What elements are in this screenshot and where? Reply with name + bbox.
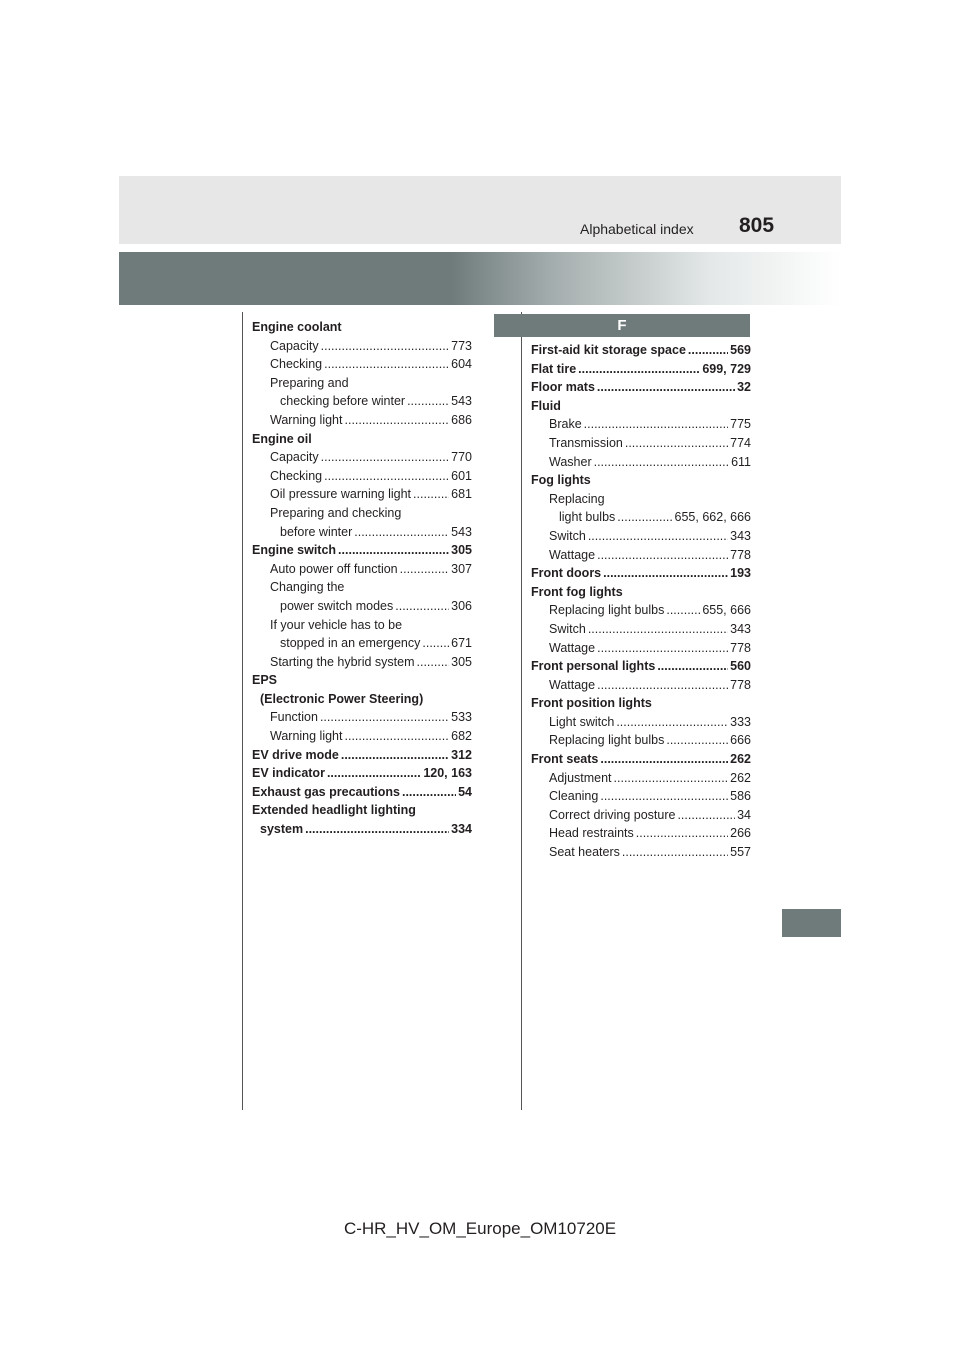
index-entry — [531, 415, 751, 434]
index-entry-term: EV indicator — [252, 766, 325, 781]
chapter-tab — [782, 909, 841, 937]
index-entry-page: 666 — [730, 733, 751, 748]
index-entry — [252, 634, 472, 653]
index-entry-term: Fluid — [531, 398, 561, 413]
dot-leader — [588, 527, 728, 546]
index-entry — [531, 583, 751, 602]
index-entry — [531, 471, 751, 490]
dot-leader — [413, 485, 449, 504]
index-entry-term: Checking — [270, 468, 323, 483]
index-entry-term: Checking — [270, 357, 323, 372]
index-entry-term: Wattage — [549, 640, 596, 655]
dot-leader — [617, 508, 672, 527]
index-entry — [531, 378, 751, 397]
index-entry-term: Switch — [549, 621, 586, 636]
index-entry-term: Function — [270, 710, 318, 725]
index-entry-page: 262 — [730, 752, 751, 767]
index-entry — [531, 453, 751, 472]
section-title: Alphabetical index — [580, 221, 694, 237]
index-entry-term: Transmission — [549, 435, 623, 450]
index-entry — [252, 746, 472, 765]
index-entry-term: If your vehicle has to be — [270, 617, 403, 632]
index-entry — [252, 560, 472, 579]
index-entry-page: 775 — [730, 417, 751, 432]
index-entry — [531, 620, 751, 639]
dot-leader — [597, 378, 735, 397]
index-entry-term: Washer — [549, 454, 592, 469]
dot-leader — [584, 415, 728, 434]
index-column-left — [252, 318, 472, 839]
dot-leader — [616, 713, 728, 732]
index-entry — [252, 653, 472, 672]
index-entry-term: Engine switch — [252, 543, 337, 558]
index-entry-term: Preparing and — [270, 375, 349, 390]
dot-leader — [622, 843, 728, 862]
index-entry-term: Front fog lights — [531, 584, 623, 599]
index-entry-term: Wattage — [549, 677, 596, 692]
index-entry-page: 334 — [451, 822, 472, 837]
index-entry-page: 543 — [451, 524, 472, 539]
index-entry-term: checking before winter — [280, 394, 406, 409]
index-entry-term: Wattage — [549, 547, 596, 562]
index-entry — [252, 337, 472, 356]
dot-leader — [402, 783, 456, 802]
index-entry — [531, 657, 751, 676]
dot-leader — [305, 820, 449, 839]
index-entry-page: 312 — [451, 747, 472, 762]
index-entry — [531, 564, 751, 583]
index-entry-term: Switch — [549, 528, 586, 543]
dot-leader — [324, 355, 449, 374]
index-entry-term: Correct driving posture — [549, 807, 676, 822]
index-entry-page: 305 — [451, 654, 472, 669]
index-entry — [531, 490, 751, 509]
index-entry-term: Head restraints — [549, 826, 634, 841]
column-divider-middle — [521, 312, 522, 1110]
index-entry — [531, 843, 751, 862]
index-entry-page: 32 — [737, 380, 751, 395]
index-entry-term: EPS — [252, 673, 278, 688]
dot-leader — [588, 620, 728, 639]
index-entry — [252, 374, 472, 393]
index-entry-page: 557 — [730, 845, 751, 860]
index-entry — [531, 787, 751, 806]
index-entry-term: Engine oil — [252, 431, 312, 446]
index-entry-term: Front doors — [531, 566, 602, 581]
index-entry-term: system — [260, 822, 304, 837]
index-entry — [252, 430, 472, 449]
index-entry-term: Light switch — [549, 714, 615, 729]
dot-leader — [345, 727, 450, 746]
index-entry-term: Seat heaters — [549, 845, 620, 860]
dot-leader — [614, 769, 729, 788]
index-entry-term: Warning light — [270, 729, 343, 744]
index-entry-page: 560 — [730, 659, 751, 674]
index-entry-term: Cleaning — [549, 789, 599, 804]
index-entry-page: 305 — [451, 543, 472, 558]
index-entry — [252, 783, 472, 802]
index-entry-page: 307 — [451, 561, 472, 576]
index-entry — [252, 541, 472, 560]
index-entry-term: (Electronic Power Steering) — [260, 691, 424, 706]
index-entry-page: 778 — [730, 677, 751, 692]
dot-leader — [341, 746, 449, 765]
index-entry-term: light bulbs — [559, 510, 616, 525]
index-entry — [252, 578, 472, 597]
index-entry-page: 266 — [730, 826, 751, 841]
index-entry-term: Exhaust gas precautions — [252, 784, 400, 799]
index-entry — [252, 708, 472, 727]
index-entry — [252, 671, 472, 690]
index-entry-term: Front seats — [531, 752, 599, 767]
index-entry — [252, 411, 472, 430]
dot-leader — [597, 546, 728, 565]
index-entry-page: 343 — [730, 621, 751, 636]
index-entry — [531, 601, 751, 620]
index-entry-page: 682 — [451, 729, 472, 744]
dot-leader — [578, 360, 700, 379]
index-entry-page: 601 — [451, 468, 472, 483]
dot-leader — [597, 639, 728, 658]
index-entry-term: power switch modes — [280, 598, 394, 613]
dot-leader — [600, 787, 728, 806]
index-entry — [531, 527, 751, 546]
index-entry — [531, 341, 751, 360]
index-entry-page: 569 — [730, 343, 751, 357]
index-entry — [252, 523, 472, 542]
dot-leader — [636, 824, 728, 843]
index-entry-page: 533 — [451, 710, 472, 725]
index-entry — [531, 806, 751, 825]
index-entry — [531, 824, 751, 843]
index-entry-term: Auto power off function — [270, 561, 398, 576]
dot-leader — [324, 467, 449, 486]
dot-leader — [417, 653, 450, 672]
index-column-right — [531, 341, 751, 862]
index-entry-term: Replacing light bulbs — [549, 733, 665, 748]
index-entry-page: 543 — [451, 394, 472, 409]
index-entry-term: Capacity — [270, 338, 319, 353]
index-entry — [531, 508, 751, 527]
dot-leader — [603, 564, 728, 583]
index-entry-term: Changing the — [270, 580, 345, 595]
index-entry — [531, 360, 751, 379]
dot-leader — [688, 341, 728, 360]
index-entry — [252, 616, 472, 635]
dot-leader — [666, 601, 700, 620]
index-entry-page: 770 — [451, 450, 472, 465]
index-entry-term: Front personal lights — [531, 659, 656, 674]
index-entry-page: 193 — [730, 566, 751, 581]
index-entry-page: 655, 662, 666 — [674, 510, 751, 525]
index-entry — [252, 597, 472, 616]
index-entry-page: 333 — [730, 714, 751, 729]
index-entry-term: Adjustment — [549, 770, 612, 785]
index-entry-page: 655, 666 — [702, 603, 751, 618]
index-entry-page: 262 — [730, 770, 751, 785]
page-number: 805 — [739, 214, 775, 237]
index-entry-page: 778 — [730, 640, 751, 655]
document-code: C-HR_HV_OM_Europe_OM10720E — [343, 1219, 617, 1238]
index-entry-page: 586 — [730, 789, 751, 804]
index-entry — [531, 769, 751, 788]
dot-leader — [321, 337, 450, 356]
index-entry-term: before winter — [280, 524, 353, 539]
dot-leader — [625, 434, 728, 453]
index-entry-page: 604 — [451, 357, 472, 372]
index-entry-page: 774 — [730, 435, 751, 450]
dot-leader — [395, 597, 449, 616]
dot-leader — [597, 676, 728, 695]
index-entry — [252, 764, 472, 783]
dot-leader — [400, 560, 450, 579]
index-entry — [252, 318, 472, 337]
dot-leader — [594, 453, 729, 472]
dot-leader — [338, 541, 449, 560]
dot-leader — [657, 657, 728, 676]
index-entry-term: Replacing light bulbs — [549, 603, 665, 618]
index-entry-term: Warning light — [270, 412, 343, 427]
index-entry — [252, 504, 472, 523]
dot-leader — [354, 523, 449, 542]
index-entry — [252, 690, 472, 709]
index-entry-page: 54 — [458, 784, 472, 799]
index-entry-term: Fog lights — [531, 473, 591, 488]
letter-section-header: F — [494, 314, 750, 337]
index-entry-page: 343 — [730, 528, 751, 543]
index-entry-term: First-aid kit storage space — [531, 343, 686, 357]
index-entry-term: EV drive mode — [252, 747, 339, 762]
index-entry-term: Brake — [549, 417, 582, 432]
index-entry — [252, 801, 472, 820]
dot-leader — [407, 392, 449, 411]
index-entry-page: 671 — [451, 636, 472, 651]
index-entry — [252, 392, 472, 411]
index-entry — [252, 355, 472, 374]
index-entry-page: 778 — [730, 547, 751, 562]
dot-leader — [677, 806, 735, 825]
index-entry-page: 699, 729 — [702, 361, 751, 376]
index-entry — [531, 731, 751, 750]
index-entry-term: Engine coolant — [252, 320, 342, 334]
index-entry — [531, 546, 751, 565]
index-entry — [531, 639, 751, 658]
index-entry-page: 681 — [451, 487, 472, 502]
index-entry-page: 686 — [451, 412, 472, 427]
index-entry — [531, 397, 751, 416]
dot-leader — [320, 708, 449, 727]
header-bar — [119, 176, 841, 244]
index-entry — [531, 434, 751, 453]
dot-leader — [666, 731, 728, 750]
index-entry-term: Preparing and checking — [270, 505, 402, 520]
index-entry-page: 773 — [451, 338, 472, 353]
index-entry-term: Floor mats — [531, 380, 595, 395]
header-band — [119, 252, 841, 305]
index-entry-term: Starting the hybrid system — [270, 654, 415, 669]
index-entry-term: Extended headlight lighting — [252, 803, 416, 818]
index-entry-page: 306 — [451, 598, 472, 613]
dot-leader — [321, 448, 450, 467]
column-divider-left — [242, 312, 243, 1110]
index-entry — [531, 713, 751, 732]
index-entry-term: Front position lights — [531, 696, 652, 711]
dot-leader — [345, 411, 450, 430]
index-entry — [531, 750, 751, 769]
index-entry-term: Flat tire — [531, 361, 577, 376]
dot-leader — [327, 764, 421, 783]
index-entry — [531, 676, 751, 695]
index-entry — [252, 467, 472, 486]
index-entry-term: Oil pressure warning light — [270, 487, 412, 502]
index-entry — [252, 485, 472, 504]
dot-leader — [422, 634, 449, 653]
index-entry-term: stopped in an emergency — [280, 636, 421, 651]
index-entry — [531, 694, 751, 713]
index-entry-page: 120, 163 — [423, 766, 472, 781]
index-entry-term: Capacity — [270, 450, 319, 465]
index-entry — [252, 727, 472, 746]
index-entry-term: Replacing — [549, 491, 605, 506]
index-entry — [252, 448, 472, 467]
dot-leader — [600, 750, 728, 769]
index-entry — [252, 820, 472, 839]
index-entry-page: 611 — [731, 454, 751, 469]
index-entry-page: 34 — [737, 807, 751, 822]
